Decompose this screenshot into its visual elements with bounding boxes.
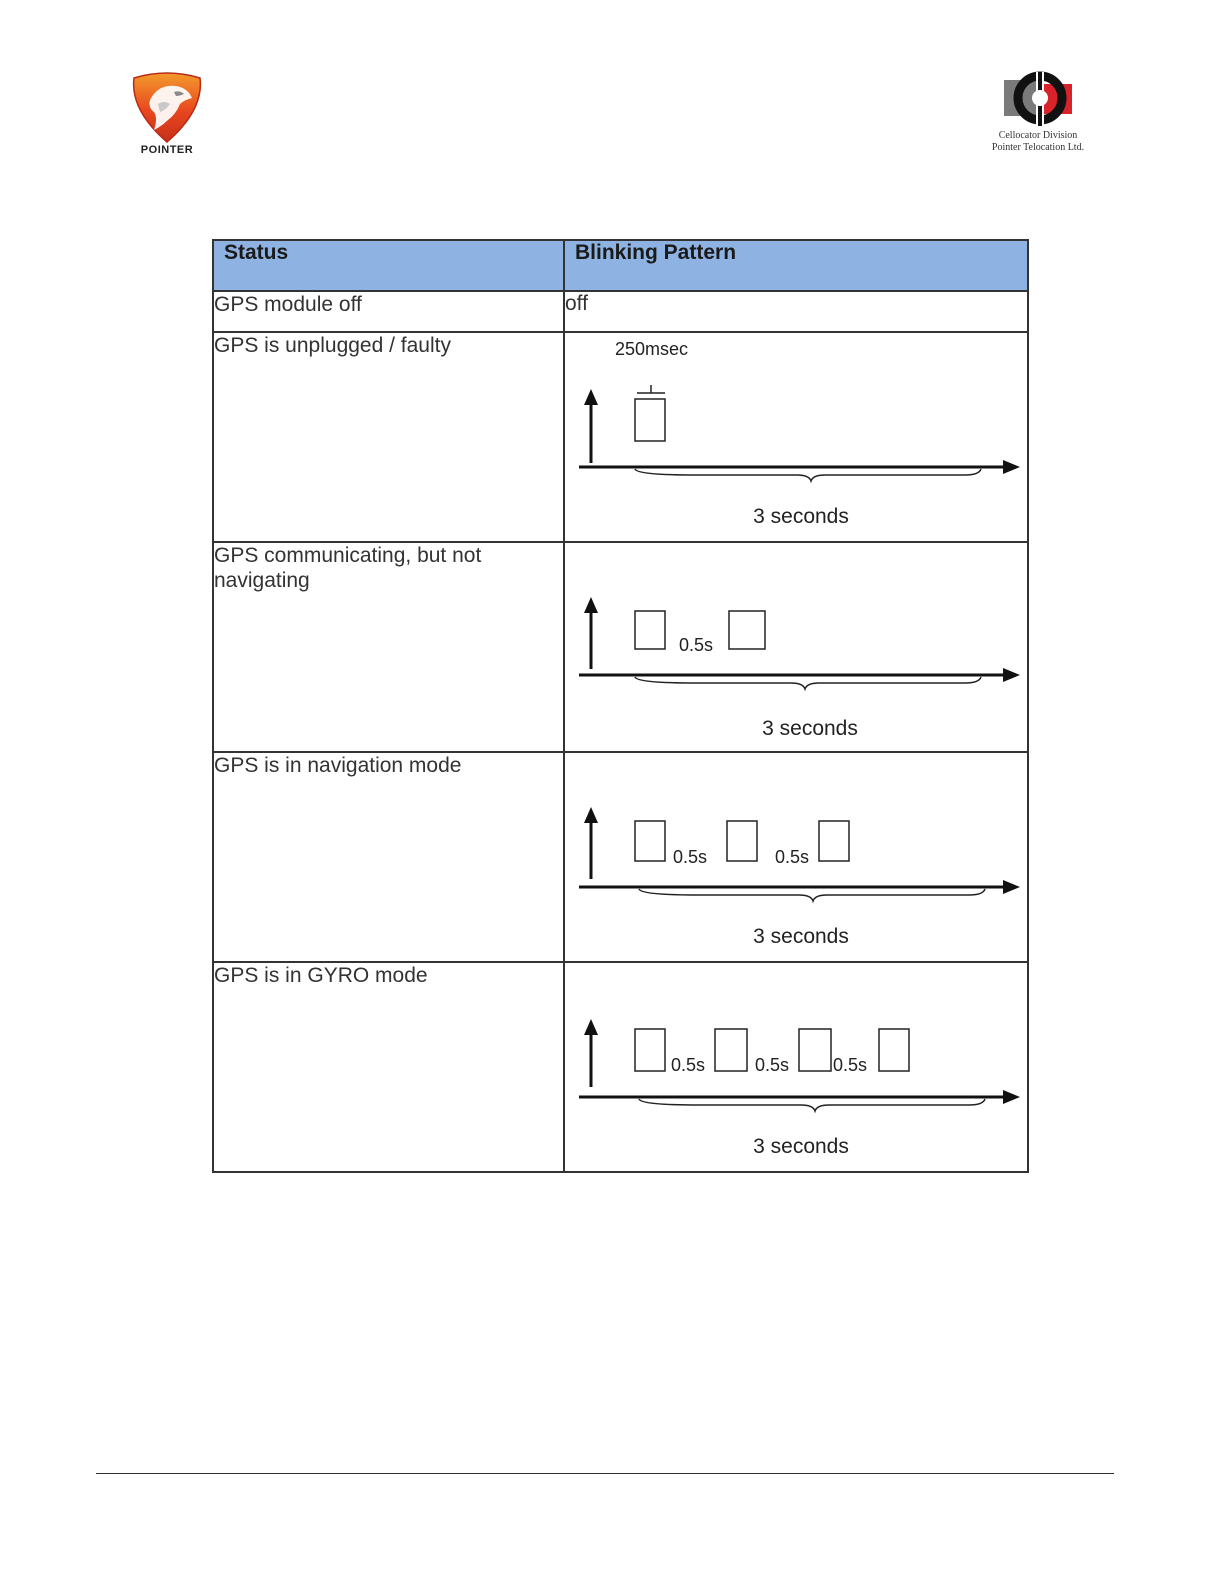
footer-divider [96,1473,1114,1474]
gap-label: 0.5s [673,847,708,867]
blink-diagram-gyro [565,963,1027,1171]
led-pulse [635,399,665,441]
led-pulse [879,1029,909,1071]
gap-label: 0.5s [755,1055,790,1075]
pattern-cell [564,542,1028,752]
table-header-row [213,240,1028,291]
pattern-cell [564,332,1028,542]
duration-label: 3 seconds [753,1135,849,1158]
pointer-brand-text: POINTER [140,144,194,156]
duration-brace [635,469,981,481]
time-arrow-head [1003,460,1020,474]
duration-brace [639,1099,985,1111]
status-cell: GPS is in GYRO mode [213,962,564,1172]
led-pulse [799,1029,831,1071]
pointer-telocation-text: Pointer Telocation Ltd. [991,142,1085,153]
status-cell: GPS is in navigation mode [213,752,564,962]
duration-brace [635,677,981,689]
pattern-cell [564,962,1028,1172]
led-pulse [715,1029,747,1071]
table-row [213,752,1028,962]
y-arrow-head [584,597,598,613]
led-pulse [635,821,665,861]
led-pulse [819,821,849,861]
pointer-dog-shield-icon [124,70,210,144]
duration-label: 3 seconds [762,717,858,740]
gap-label: 0.5s [833,1055,868,1075]
duration-label: 3 seconds [753,925,849,948]
led-pulse [635,1029,665,1071]
led-pulse [635,611,665,649]
led-pulse [729,611,765,649]
time-arrow-head [1003,1090,1020,1104]
status-header: Status [213,240,564,291]
gps-led-status-table [212,239,1029,1173]
cellocator-logo [978,70,1098,156]
blink-diagram-navigation [565,753,1027,961]
status-cell: GPS is unplugged / faulty [213,332,564,542]
pattern-off-text: off [564,291,1028,332]
table-row [213,542,1028,752]
status-cell: GPS module off [213,291,564,332]
duration-brace [639,889,985,901]
table-row [213,962,1028,1172]
cellocator-icon [1002,70,1074,128]
gap-label: 0.5s [671,1055,706,1075]
table-row [213,332,1028,542]
blink-diagram-communicating [565,543,1027,751]
y-arrow-head [584,807,598,823]
gap-label: 0.5s [679,635,714,655]
gap-label: 0.5s [775,847,810,867]
blinking-pattern-header: Blinking Pattern [564,240,1028,291]
pulse-width-label: 250msec [615,339,689,359]
y-arrow-head [584,1019,598,1035]
led-pulse [727,821,757,861]
cellocator-division-text: Cellocator Division [998,130,1078,141]
time-arrow-head [1003,880,1020,894]
duration-label: 3 seconds [753,505,849,528]
table-row [213,291,1028,332]
blink-diagram-unplugged [565,333,1027,541]
pattern-cell [564,752,1028,962]
status-cell: GPS communicating, but not navigating [213,542,564,752]
time-arrow-head [1003,668,1020,682]
pointer-logo [124,70,210,160]
y-arrow-head [584,389,598,405]
